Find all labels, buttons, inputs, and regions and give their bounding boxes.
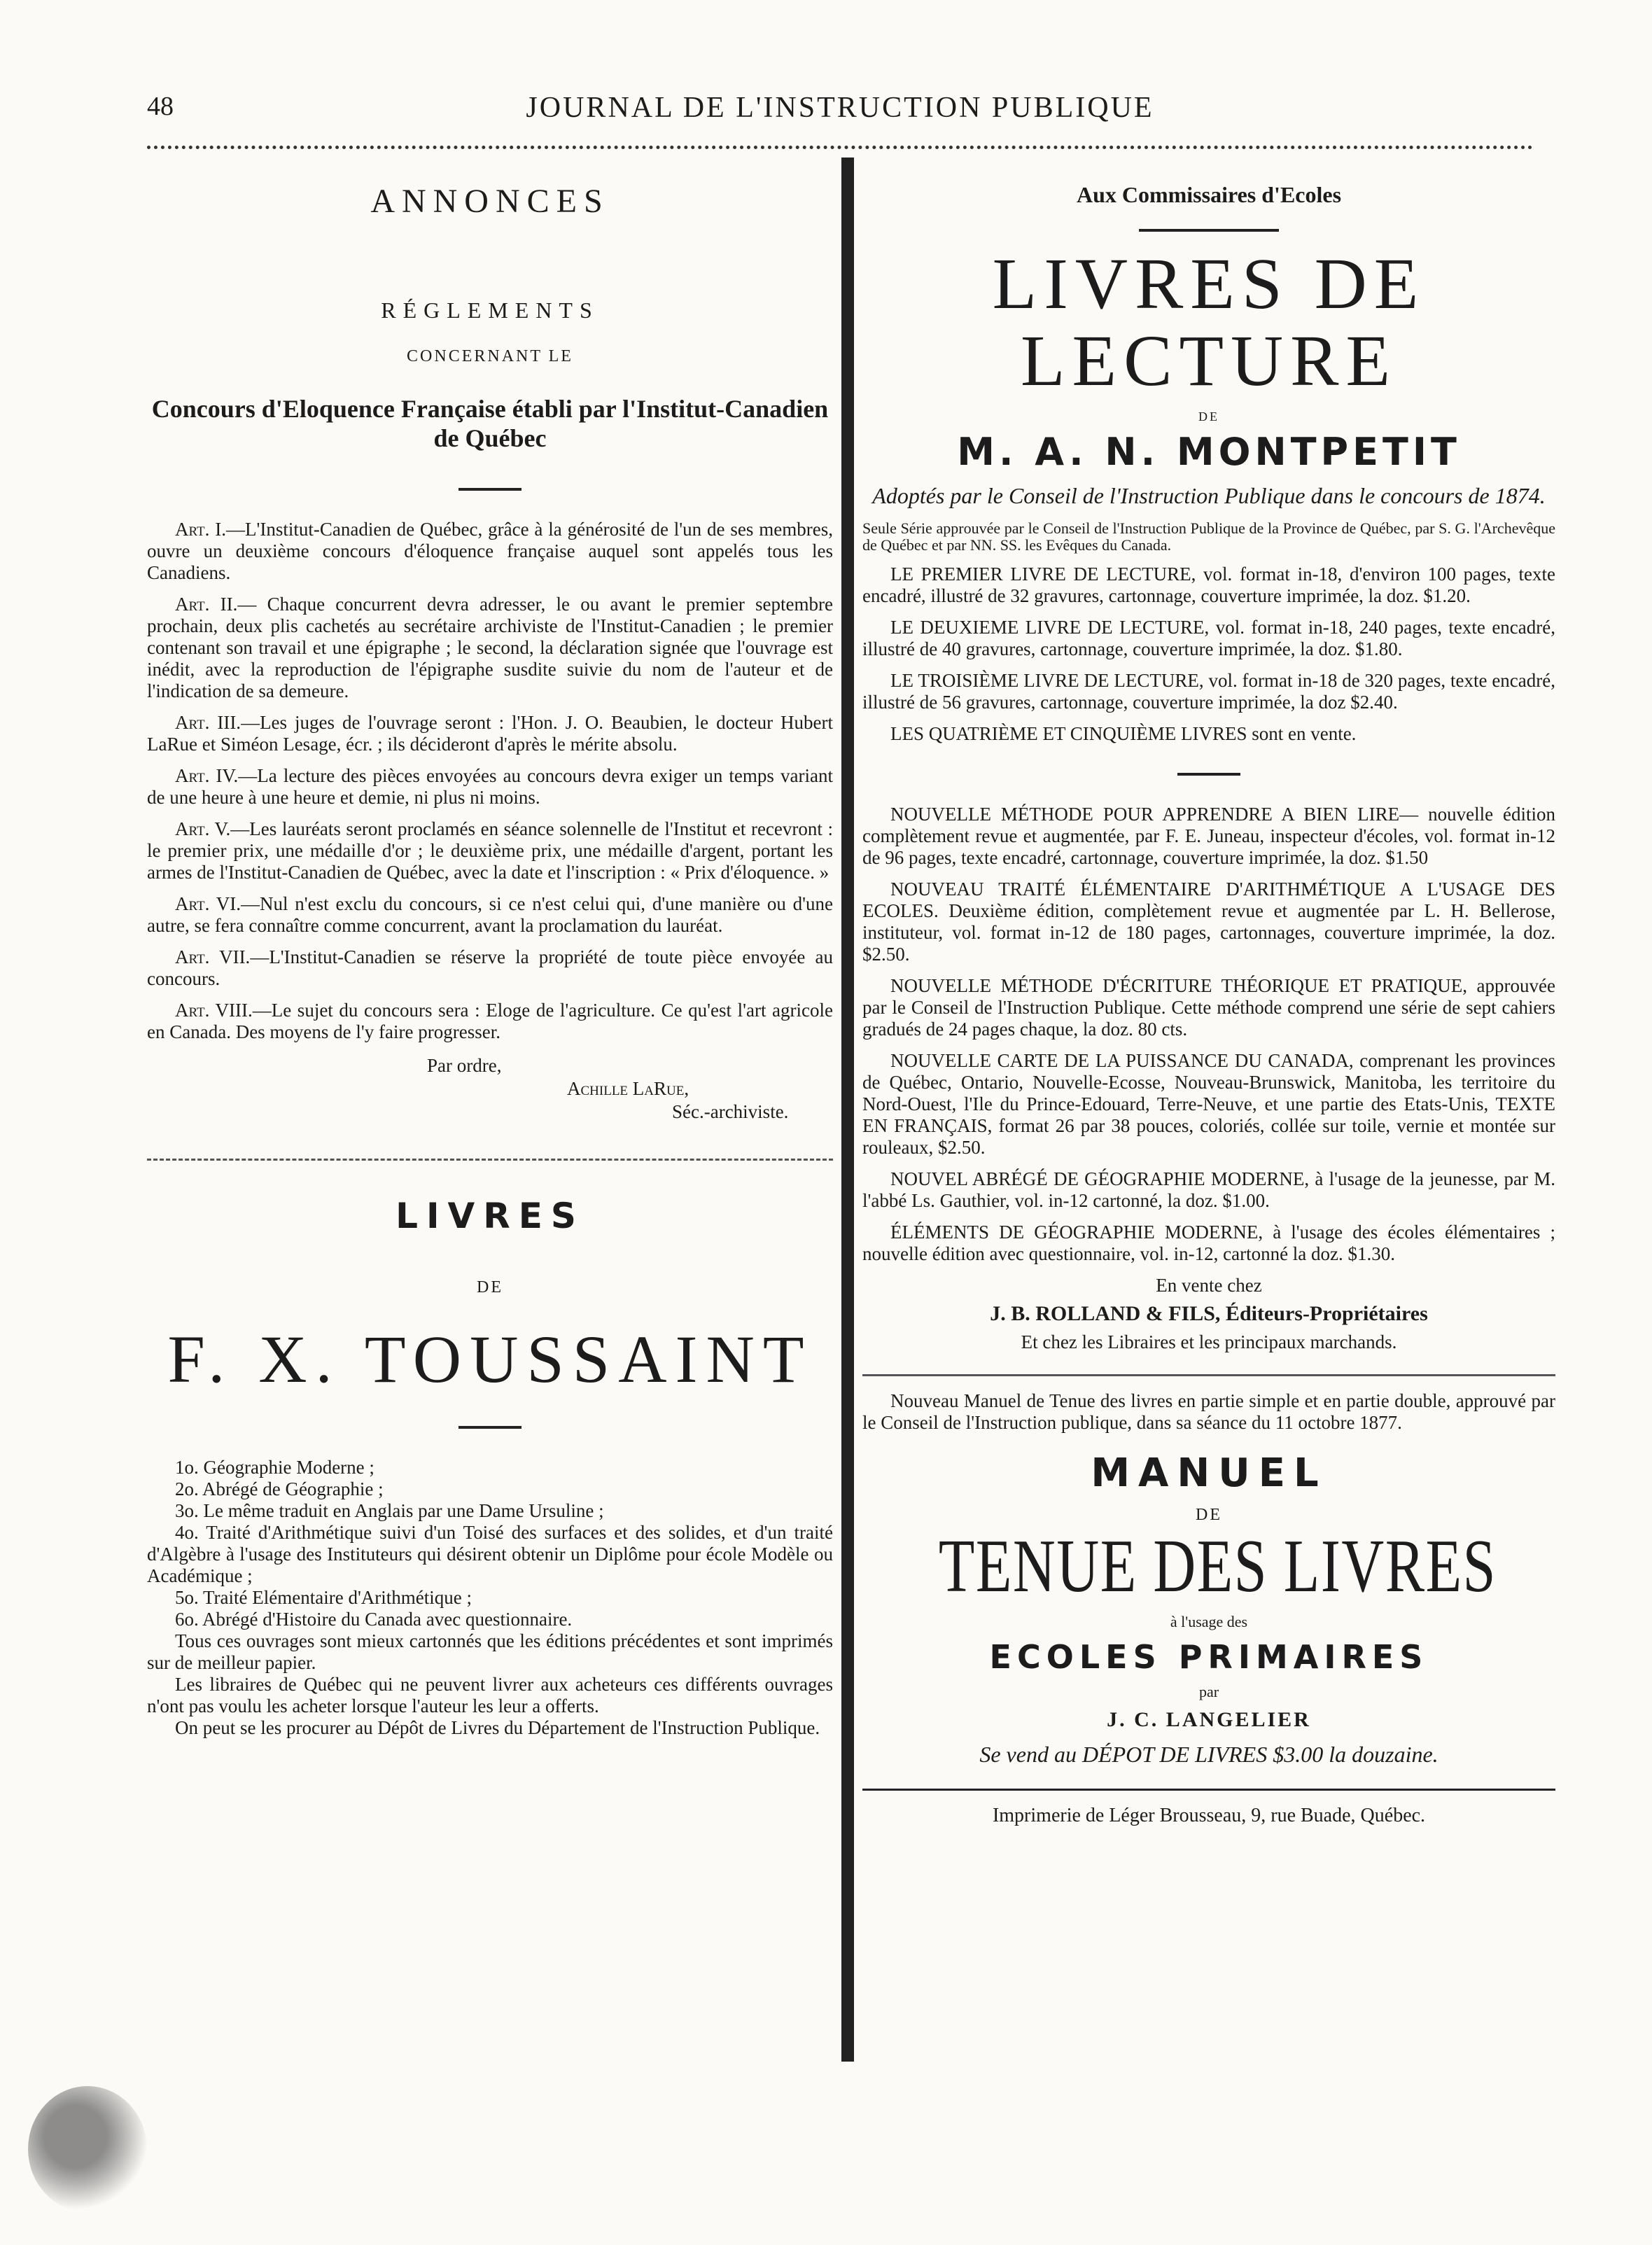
- imprimerie: Imprimerie de Léger Brousseau, 9, rue Buade, Québec.: [992, 1805, 1426, 1826]
- concours-title: Concours d'Eloquence Française établi par l'Institut-Canadien de Québec: [151, 395, 829, 452]
- page-number: 48: [147, 92, 174, 121]
- publisher: J. B. ROLLAND & FILS, Éditeurs-Propriétaires: [990, 1302, 1428, 1325]
- et-chez: Et chez les Libraires et les principaux marchands.: [1021, 1331, 1397, 1352]
- page-header: [147, 91, 1533, 133]
- article-5: [147, 818, 833, 883]
- de-label: DE: [477, 1278, 503, 1296]
- article-label: Art. IV.: [175, 765, 239, 786]
- nouveau-manuel: Nouveau Manuel de Tenue des livres en partie simple et en partie double, approuvé par le Conseil de l'Instruction publique, dans sa séance du 11 octobre 1877.: [862, 1390, 1555, 1433]
- section-rule: [458, 488, 522, 491]
- annonces-title: ANNONCES: [370, 183, 610, 220]
- article-text: —Les lauréats seront proclamés en séance solennelle de l'Institut et recevront : le premier prix, une médaille d'or ; le deuxième prix, une médaille d'argent, portant les armes de l'Institut-Canadien de Québec, avec la date et l'inscription : « Prix d'éloquence. »: [147, 818, 833, 883]
- commissaires-heading: Aux Commissaires d'Ecoles: [1076, 182, 1342, 207]
- en-vente: En vente chez: [1156, 1275, 1262, 1296]
- de-label: DE: [1196, 1506, 1222, 1524]
- article-label: Art. III.: [175, 712, 241, 733]
- list-item: 6o. Abrégé d'Histoire du Canada avec questionnaire.: [175, 1609, 573, 1630]
- author-name: F. X. TOUSSAINT: [167, 1322, 813, 1397]
- note: Tous ces ouvrages sont mieux cartonnés que les éditions précédentes et sont imprimés sur de meilleur papier.: [147, 1630, 833, 1673]
- serie-note: Seule Série approuvée par le Conseil de l'Instruction Publique de la Province de Québec, par S. G. l'Archevêque de Québec et par NN. SS. les Evêques du Canada.: [862, 519, 1555, 554]
- methode-item: NOUVELLE MÉTHODE D'ÉCRITURE THÉORIQUE ET PRATIQUE, approuvée par le Conseil de l'Instruction Publique. Cette méthode comprend une série de sept cahiers gradués de 24 pages chaque, la doz. 80 cts.: [862, 975, 1555, 1040]
- section-divider: [147, 1159, 833, 1161]
- ink-blot: [28, 2086, 147, 2212]
- manuel-title: MANUEL: [1091, 1450, 1327, 1496]
- article-label: Art. VIII.: [175, 1000, 253, 1021]
- section-rule: [862, 1789, 1555, 1791]
- lecture-item: LES QUATRIÈME ET CINQUIÈME LIVRES sont en vente.: [890, 723, 1357, 744]
- article-7: [147, 946, 833, 990]
- methode-item: NOUVEL ABRÉGÉ DE GÉOGRAPHIE MODERNE, à l'usage de la jeunesse, par M. l'abbé Ls. Gauthier, vol. in-12 cartonné, la doz. $1.00.: [862, 1168, 1555, 1211]
- left-column: [147, 168, 833, 1739]
- right-column: [862, 168, 1555, 1827]
- column-divider: [841, 158, 854, 2062]
- section-divider: [862, 1374, 1555, 1376]
- article-label: Art. V.: [175, 818, 231, 839]
- lecture-item: LE DEUXIEME LIVRE DE LECTURE, vol. format in-18, 240 pages, texte encadré, illustré de 40 gravures, cartonnage, couverture imprimée, la doz. $1.80.: [862, 617, 1555, 659]
- langelier-name: J. C. LANGELIER: [1107, 1708, 1311, 1731]
- journal-title: JOURNAL DE L'INSTRUCTION PUBLIQUE: [526, 92, 1154, 124]
- list-item: 3o. Le même traduit en Anglais par une Dame Ursuline ;: [175, 1500, 604, 1521]
- article-4: [147, 765, 833, 809]
- article-text: —L'Institut-Canadien de Québec, grâce à la générosité de l'un de ses membres, ouvre un deuxième concours d'éloquence française auquel sont appelés tous les Canadiens.: [147, 519, 833, 583]
- lecture-item: LE TROISIÈME LIVRE DE LECTURE, vol. format in-18 de 320 pages, texte encadré, illustré de 56 gravures, cartonnage, couverture imprimée, la doz $2.40.: [862, 670, 1555, 713]
- methode-item: NOUVELLE MÉTHODE POUR APPRENDRE A BIEN LIRE— nouvelle édition complètement revue et augmentée, par F. E. Juneau, inspecteur d'écoles, vol. format in-12 de 96 pages, texte encadré, cartonnage, couverture imprimée, la doz. $1.50: [862, 804, 1555, 868]
- livres-title: LIVRES: [396, 1196, 584, 1236]
- article-3: [147, 712, 833, 755]
- article-1: [147, 519, 833, 584]
- concernant-label: CONCERNANT LE: [407, 347, 573, 365]
- section-rule: [458, 1426, 522, 1429]
- tenue-title: TENUE DES LIVRES: [938, 1525, 1497, 1608]
- list-item: 4o. Traité d'Arithmétique suivi d'un Toisé des surfaces et des solides, et d'un traité d'Algèbre à l'usage des Instituteurs qui désirent obtenir un Diplôme pour école Modèle ou Académique ;: [147, 1522, 833, 1586]
- de-label: DE: [1198, 410, 1219, 424]
- section-rule: [1139, 229, 1279, 232]
- note: Les libraires de Québec qui ne peuvent livrer aux acheteurs ces différents ouvrages n'ont pas voulu les acheter lorsque l'auteur les leur a offerts.: [147, 1674, 833, 1716]
- adoptes-line: Adoptés par le Conseil de l'Instruction Publique dans le concours de 1874.: [872, 483, 1546, 508]
- livres-lecture-title: LIVRES DE LECTURE: [992, 244, 1426, 401]
- article-text: —Le sujet du concours sera : Eloge de l'agriculture. Ce qu'est l'art agricole en Canada. Des moyens de l'y faire progresser.: [147, 1000, 834, 1042]
- article-text: — Chaque concurrent devra adresser, le ou avant le premier septembre prochain, deux plis cachetés au secrétaire archiviste de l'Institut-Canadien ; le premier contenant son travail et une épigraphe ; le second, la déclaration signée que l'ouvrage est inédit, avec la reproduction de l'épigraphe susdite suivie du nom de l'auteur et de l'indication de sa demeure.: [147, 594, 833, 701]
- article-text: —Nul n'est exclu du concours, si ce n'est celui qui, d'une manière ou d'une autre, se fera connaître comme concurrent, avant la proclamation du lauréat.: [147, 893, 833, 936]
- article-text: —Les juges de l'ouvrage seront : l'Hon. J. O. Beaubien, le docteur Hubert LaRue et Siméon Lesage, écr. ; ils décideront d'après le mérite absolu.: [147, 712, 833, 755]
- list-item: 5o. Traité Elémentaire d'Arithmétique ;: [175, 1587, 472, 1608]
- ecoles-title: ECOLES PRIMAIRES: [989, 1638, 1429, 1676]
- article-label: Art. I.: [175, 519, 226, 540]
- reglements-title: RÉGLEMENTS: [381, 298, 599, 323]
- article-2: [147, 594, 833, 702]
- a-lusage: à l'usage des: [1170, 1613, 1248, 1630]
- note: On peut se les procurer au Dépôt de Livres du Département de l'Instruction Publique.: [175, 1717, 820, 1738]
- methode-item: ÉLÉMENTS DE GÉOGRAPHIE MODERNE, à l'usage des écoles élémentaires ; nouvelle édition avec questionnaire, vol. in-12, cartonné la doz. $1.30.: [862, 1222, 1555, 1264]
- lecture-item: LE PREMIER LIVRE DE LECTURE, vol. format in-18, d'environ 100 pages, texte encadré, illustré de 32 gravures, cartonnage, couverture imprimée, la doz. $1.20.: [862, 564, 1555, 606]
- article-label: Art. II.: [175, 594, 238, 615]
- methode-item: NOUVELLE CARTE DE LA PUISSANCE DU CANADA, comprenant les provinces de Québec, Ontario, Nouvelle-Ecosse, Nouveau-Brunswick, Manitoba, les territoire du Nord-Ouest, l'Ile du Prince-Edouard, Terre-Neuve, et une partie des Etats-Unis, TEXTE EN FRANÇAIS, format 26 par 38 pouces, coloriés, collée sur toile, vernie et montée sur rouleaux, $2.50.: [862, 1050, 1555, 1158]
- article-text: —L'Institut-Canadien se réserve la propriété de toute pièce envoyée au concours.: [147, 946, 833, 989]
- article-label: Art. VI.: [175, 893, 241, 914]
- list-item: 1o. Géographie Moderne ;: [175, 1457, 374, 1478]
- article-8: [147, 1000, 833, 1043]
- vend-line: Se vend au DÉPOT DE LIVRES $3.00 la douzaine.: [979, 1742, 1438, 1767]
- par-ordre: Par ordre,: [427, 1055, 502, 1076]
- list-item: 2o. Abrégé de Géographie ;: [175, 1478, 384, 1499]
- article-6: [147, 893, 833, 937]
- methode-item: NOUVEAU TRAITÉ ÉLÉMENTAIRE D'ARITHMÉTIQUE A L'USAGE DES ECOLES. Deuxième édition, complètement revue et augmentée par L. H. Bellerose, instituteur, vol. format in-12 de 180 pages, cartonnages, couverture imprimée, la doz. $2.50.: [862, 879, 1555, 965]
- montpetit-title: M. A. N. MONTPETIT: [957, 430, 1461, 474]
- par-label: par: [1198, 1683, 1219, 1700]
- article-text: —La lecture des pièces envoyées au concours devra exiger un temps variant de une heure à une heure et demie, ni plus ni moins.: [147, 765, 833, 808]
- signature-name: Achille LaRue,: [567, 1078, 690, 1099]
- section-rule: [1177, 773, 1240, 776]
- article-label: Art. VII.: [175, 946, 251, 967]
- header-rule: [147, 146, 1533, 149]
- signature-title: Séc.-archiviste.: [672, 1101, 789, 1122]
